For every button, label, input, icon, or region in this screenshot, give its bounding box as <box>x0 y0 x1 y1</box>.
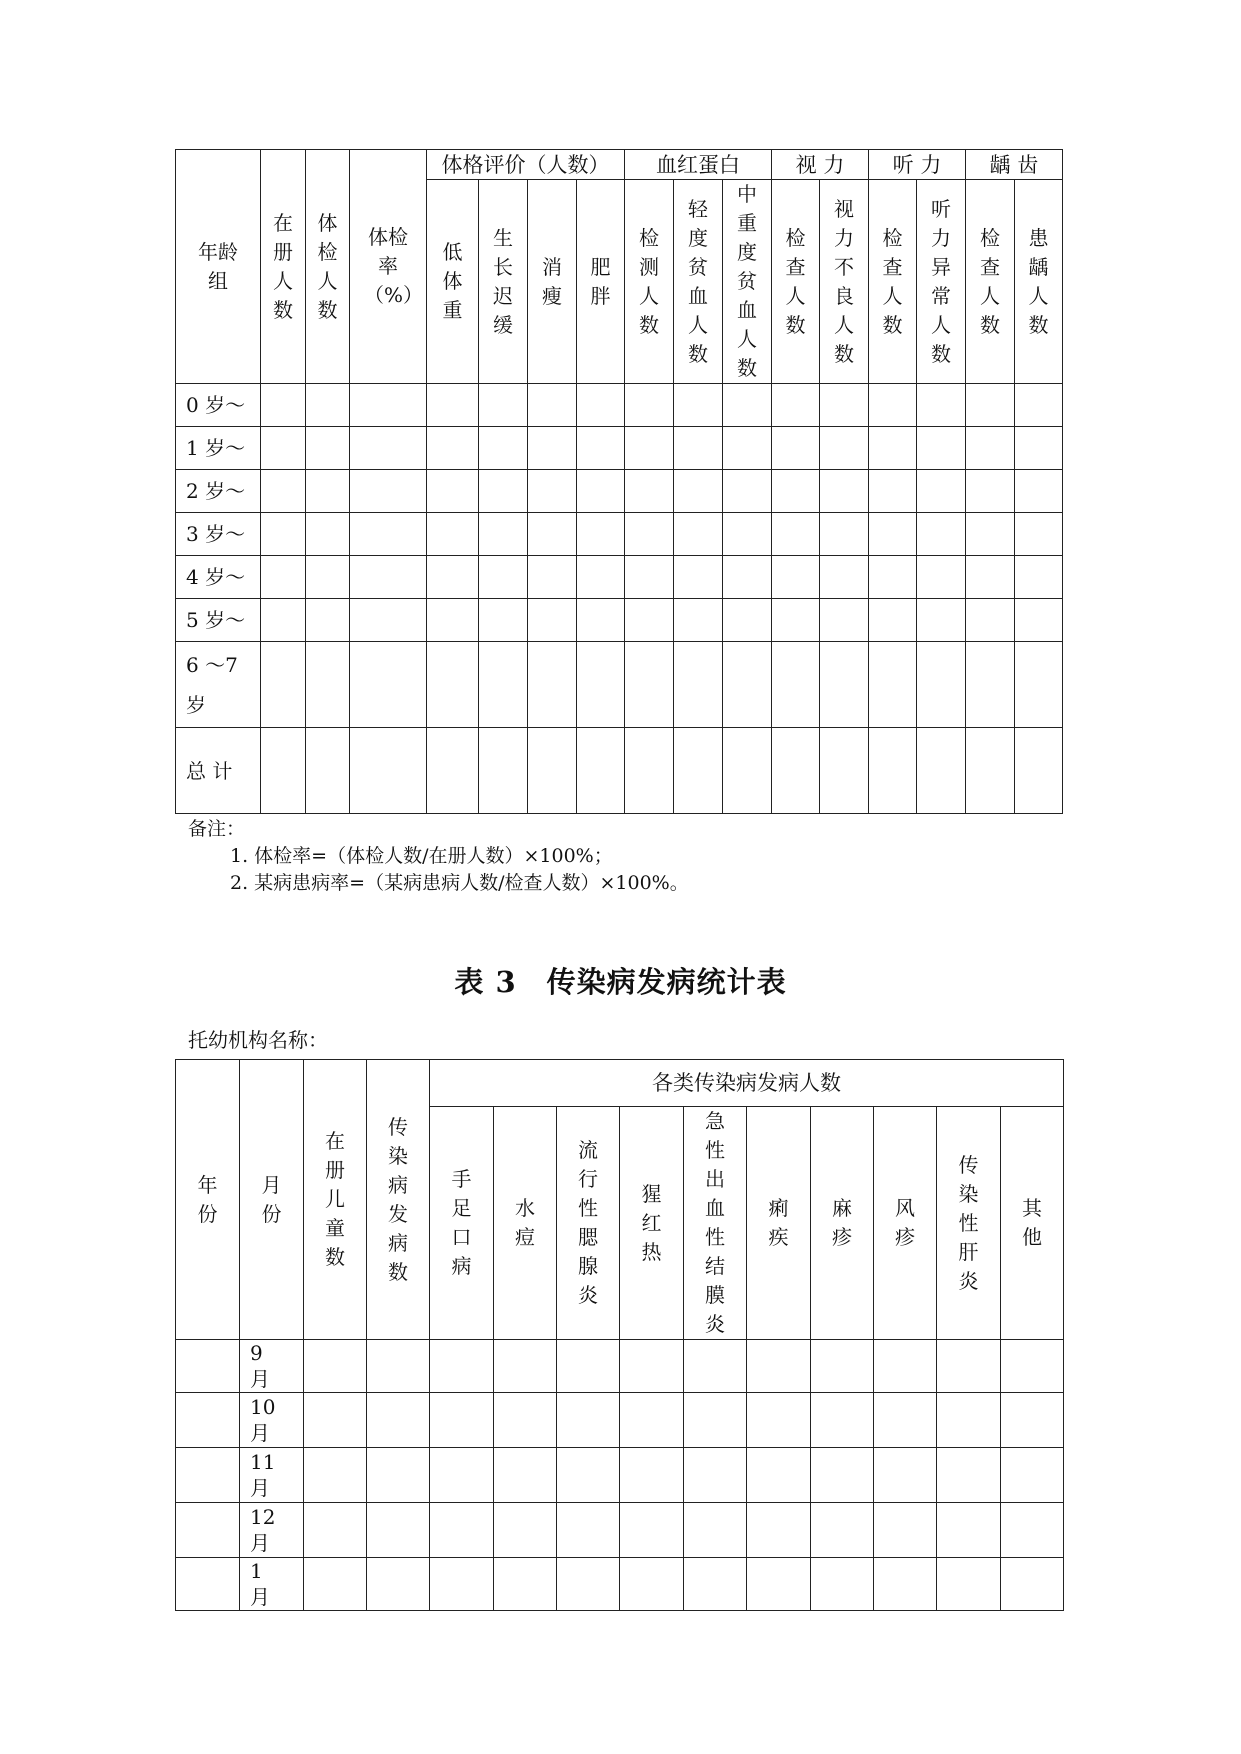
data-cell[interactable] <box>917 642 966 728</box>
table3-title: 表 3 传染病发病统计表 <box>454 965 787 999</box>
mumps-header: 流行性腮腺炎 <box>557 1107 620 1340</box>
data-cell[interactable] <box>528 556 577 599</box>
year-cell[interactable] <box>176 1393 240 1448</box>
data-cell[interactable] <box>528 513 577 556</box>
table-row <box>176 1448 1064 1503</box>
age-group-text: 1 岁～ <box>186 435 246 460</box>
measles-header: 麻疹 <box>811 1107 874 1340</box>
age-group-text: 5 岁～ <box>186 607 246 632</box>
data-cell[interactable] <box>306 728 350 814</box>
data-cell[interactable] <box>350 599 427 642</box>
data-cell[interactable] <box>772 642 820 728</box>
data-cell[interactable] <box>772 470 820 513</box>
month-text: 1月 <box>250 1559 270 1609</box>
data-cell[interactable] <box>966 513 1015 556</box>
data-cell[interactable] <box>261 556 306 599</box>
age-group-label <box>176 599 261 642</box>
data-cell[interactable] <box>966 384 1015 427</box>
data-cell[interactable] <box>772 427 820 470</box>
age-group-label <box>176 728 261 814</box>
data-cell[interactable] <box>577 470 625 513</box>
cases-header: 传染病发病数 <box>367 1060 430 1340</box>
varicella-header: 水痘 <box>494 1107 557 1340</box>
data-cell[interactable] <box>304 1448 367 1503</box>
caries-group-header: 龋 齿 <box>966 150 1063 180</box>
month-label <box>240 1340 304 1393</box>
data-cell[interactable] <box>620 1503 684 1558</box>
data-cell[interactable] <box>811 1393 874 1448</box>
data-cell[interactable] <box>304 1393 367 1448</box>
data-cell[interactable] <box>306 642 350 728</box>
data-cell[interactable] <box>820 470 869 513</box>
data-cell[interactable] <box>1015 728 1063 814</box>
data-cell[interactable] <box>427 513 479 556</box>
data-cell[interactable] <box>494 1558 557 1611</box>
data-cell[interactable] <box>479 513 528 556</box>
data-cell[interactable] <box>874 1393 937 1448</box>
data-cell[interactable] <box>937 1503 1001 1558</box>
data-cell[interactable] <box>684 1448 747 1503</box>
data-cell[interactable] <box>304 1340 367 1393</box>
data-cell[interactable] <box>723 728 772 814</box>
data-cell[interactable] <box>625 513 674 556</box>
data-cell[interactable] <box>937 1448 1001 1503</box>
data-cell[interactable] <box>869 728 917 814</box>
data-cell[interactable] <box>528 470 577 513</box>
notes-label: 备注： <box>188 818 246 840</box>
data-cell[interactable] <box>625 556 674 599</box>
data-cell[interactable] <box>811 1340 874 1393</box>
wasting-header: 消瘦 <box>528 180 577 384</box>
month-text: 10月 <box>250 1395 276 1445</box>
data-cell[interactable] <box>479 642 528 728</box>
data-cell[interactable] <box>577 384 625 427</box>
age-group-label <box>176 427 261 470</box>
data-cell[interactable] <box>557 1503 620 1558</box>
data-cell[interactable] <box>674 513 723 556</box>
data-cell[interactable] <box>577 642 625 728</box>
data-cell[interactable] <box>723 384 772 427</box>
table-row <box>176 642 1063 728</box>
data-cell[interactable] <box>966 427 1015 470</box>
table-row <box>176 513 1063 556</box>
physical-eval-group-header: 体格评价（人数） <box>427 150 625 180</box>
data-cell[interactable] <box>811 1448 874 1503</box>
data-cell[interactable] <box>306 599 350 642</box>
data-cell[interactable] <box>350 728 427 814</box>
vision-group-header: 视 力 <box>772 150 869 180</box>
scarlet-fever-header: 猩红热 <box>620 1107 684 1340</box>
data-cell[interactable] <box>917 470 966 513</box>
hearing-group-header: 听 力 <box>869 150 966 180</box>
rubella-header: 风疹 <box>874 1107 937 1340</box>
data-cell[interactable] <box>966 642 1015 728</box>
table-row <box>176 470 1063 513</box>
data-cell[interactable] <box>917 556 966 599</box>
data-cell[interactable] <box>684 1340 747 1393</box>
data-cell[interactable] <box>772 384 820 427</box>
data-cell[interactable] <box>1001 1503 1064 1558</box>
data-cell[interactable] <box>494 1340 557 1393</box>
data-cell[interactable] <box>674 599 723 642</box>
data-cell[interactable] <box>874 1558 937 1611</box>
data-cell[interactable] <box>820 728 869 814</box>
month-label <box>240 1393 304 1448</box>
exam-rate-header: 体检率（%） <box>350 150 427 384</box>
data-cell[interactable] <box>723 642 772 728</box>
data-cell[interactable] <box>869 642 917 728</box>
data-cell[interactable] <box>820 556 869 599</box>
table-row <box>176 1340 1064 1393</box>
data-cell[interactable] <box>723 556 772 599</box>
vision-checked-header: 检查人数 <box>772 180 820 384</box>
data-cell[interactable] <box>625 642 674 728</box>
institution-name-label: 托幼机构名称： <box>188 1028 328 1052</box>
data-cell[interactable] <box>306 470 350 513</box>
data-cell[interactable] <box>869 513 917 556</box>
poor-vision-header: 视力不良人数 <box>820 180 869 384</box>
data-cell[interactable] <box>528 427 577 470</box>
note-line-1: 1. 体检率=（体检人数/在册人数）×100%； <box>230 845 613 867</box>
data-cell[interactable] <box>674 556 723 599</box>
data-cell[interactable] <box>479 470 528 513</box>
data-cell[interactable] <box>811 1558 874 1611</box>
data-cell[interactable] <box>625 427 674 470</box>
data-cell[interactable] <box>427 470 479 513</box>
month-text: 11月 <box>250 1450 276 1500</box>
data-cell[interactable] <box>427 599 479 642</box>
data-cell[interactable] <box>479 728 528 814</box>
data-cell[interactable] <box>577 556 625 599</box>
data-cell[interactable] <box>494 1448 557 1503</box>
month-label <box>240 1558 304 1611</box>
hepatitis-header: 传染性肝炎 <box>937 1107 1001 1340</box>
data-cell[interactable] <box>528 728 577 814</box>
data-cell[interactable] <box>723 513 772 556</box>
data-cell[interactable] <box>350 470 427 513</box>
data-cell[interactable] <box>1015 599 1063 642</box>
data-cell[interactable] <box>772 728 820 814</box>
data-cell[interactable] <box>494 1393 557 1448</box>
data-cell[interactable] <box>350 642 427 728</box>
year-cell[interactable] <box>176 1503 240 1558</box>
enrolled-children-header: 在册儿童数 <box>304 1060 367 1340</box>
data-cell[interactable] <box>430 1558 494 1611</box>
data-cell[interactable] <box>1015 470 1063 513</box>
data-cell[interactable] <box>350 556 427 599</box>
obesity-header: 肥胖 <box>577 180 625 384</box>
data-cell[interactable] <box>966 599 1015 642</box>
data-cell[interactable] <box>937 1393 1001 1448</box>
table-row <box>176 1393 1064 1448</box>
disease-group-header: 各类传染病发病人数 <box>430 1060 1064 1107</box>
age-group-text: 4 岁～ <box>186 564 246 589</box>
data-cell[interactable] <box>1001 1558 1064 1611</box>
data-cell[interactable] <box>261 642 306 728</box>
data-cell[interactable] <box>1015 556 1063 599</box>
table-row <box>176 599 1063 642</box>
table-row <box>176 384 1063 427</box>
data-cell[interactable] <box>772 556 820 599</box>
data-cell[interactable] <box>747 1340 811 1393</box>
age-group-text: 6 ～7 岁 <box>186 652 238 717</box>
data-cell[interactable] <box>304 1503 367 1558</box>
data-cell[interactable] <box>261 513 306 556</box>
data-cell[interactable] <box>917 599 966 642</box>
data-cell[interactable] <box>874 1340 937 1393</box>
data-cell[interactable] <box>367 1393 430 1448</box>
data-cell[interactable] <box>869 384 917 427</box>
data-cell[interactable] <box>1001 1340 1064 1393</box>
data-cell[interactable] <box>869 556 917 599</box>
data-cell[interactable] <box>306 427 350 470</box>
data-cell[interactable] <box>874 1503 937 1558</box>
data-cell[interactable] <box>350 427 427 470</box>
data-cell[interactable] <box>427 556 479 599</box>
data-cell[interactable] <box>367 1558 430 1611</box>
data-cell[interactable] <box>479 384 528 427</box>
data-cell[interactable] <box>479 427 528 470</box>
data-cell[interactable] <box>427 642 479 728</box>
data-cell[interactable] <box>937 1558 1001 1611</box>
data-cell[interactable] <box>261 470 306 513</box>
data-cell[interactable] <box>625 470 674 513</box>
data-cell[interactable] <box>367 1340 430 1393</box>
data-cell[interactable] <box>557 1448 620 1503</box>
data-cell[interactable] <box>820 599 869 642</box>
age-group-label <box>176 384 261 427</box>
hearing-abnormal-header: 听力异常人数 <box>917 180 966 384</box>
data-cell[interactable] <box>577 513 625 556</box>
data-cell[interactable] <box>577 427 625 470</box>
infectious-disease-table <box>175 1059 1064 1611</box>
hfmd-header: 手足口病 <box>430 1107 494 1340</box>
data-cell[interactable] <box>772 513 820 556</box>
table-row <box>176 556 1063 599</box>
data-cell[interactable] <box>479 599 528 642</box>
age-group-text: 3 岁～ <box>186 521 246 546</box>
table-row <box>176 728 1063 814</box>
data-cell[interactable] <box>306 384 350 427</box>
data-cell[interactable] <box>1001 1393 1064 1448</box>
age-group-text: 0 岁～ <box>186 392 246 417</box>
age-group-header: 年龄组 <box>176 150 261 384</box>
data-cell[interactable] <box>350 384 427 427</box>
data-cell[interactable] <box>1001 1448 1064 1503</box>
data-cell[interactable] <box>625 599 674 642</box>
month-label <box>240 1448 304 1503</box>
caries-patients-header: 患龋人数 <box>1015 180 1063 384</box>
data-cell[interactable] <box>674 427 723 470</box>
year-cell[interactable] <box>176 1448 240 1503</box>
data-cell[interactable] <box>674 384 723 427</box>
data-cell[interactable] <box>723 427 772 470</box>
data-cell[interactable] <box>966 728 1015 814</box>
year-cell[interactable] <box>176 1558 240 1611</box>
data-cell[interactable] <box>917 384 966 427</box>
data-cell[interactable] <box>674 728 723 814</box>
note-line-2: 2. 某病患病率=（某病患病人数/检查人数）×100%。 <box>230 872 689 894</box>
year-cell[interactable] <box>176 1340 240 1393</box>
data-cell[interactable] <box>427 728 479 814</box>
age-group-label <box>176 556 261 599</box>
age-group-label <box>176 513 261 556</box>
data-cell[interactable] <box>577 728 625 814</box>
data-cell[interactable] <box>620 1448 684 1503</box>
data-cell[interactable] <box>261 728 306 814</box>
data-cell[interactable] <box>557 1393 620 1448</box>
data-cell[interactable] <box>261 599 306 642</box>
data-cell[interactable] <box>684 1393 747 1448</box>
data-cell[interactable] <box>937 1340 1001 1393</box>
data-cell[interactable] <box>684 1503 747 1558</box>
data-cell[interactable] <box>625 728 674 814</box>
data-cell[interactable] <box>479 556 528 599</box>
severe-anemia-header: 中重度贫血人数 <box>723 180 772 384</box>
data-cell[interactable] <box>917 728 966 814</box>
data-cell[interactable] <box>306 513 350 556</box>
data-cell[interactable] <box>430 1503 494 1558</box>
data-cell[interactable] <box>1015 384 1063 427</box>
table-row <box>176 1558 1064 1611</box>
age-group-text: 总 计 <box>186 758 233 783</box>
hearing-checked-header: 检查人数 <box>869 180 917 384</box>
data-cell[interactable] <box>261 427 306 470</box>
data-cell[interactable] <box>620 1558 684 1611</box>
data-cell[interactable] <box>620 1393 684 1448</box>
enrolled-header: 在册人数 <box>261 150 306 384</box>
hemoglobin-group-header: 血红蛋白 <box>625 150 772 180</box>
month-label <box>240 1503 304 1558</box>
data-cell[interactable] <box>674 642 723 728</box>
data-cell[interactable] <box>874 1448 937 1503</box>
data-cell[interactable] <box>430 1340 494 1393</box>
data-cell[interactable] <box>747 1393 811 1448</box>
data-cell[interactable] <box>528 599 577 642</box>
data-cell[interactable] <box>820 384 869 427</box>
month-text: 9月 <box>250 1341 270 1391</box>
data-cell[interactable] <box>557 1558 620 1611</box>
data-cell[interactable] <box>811 1503 874 1558</box>
data-cell[interactable] <box>430 1393 494 1448</box>
data-cell[interactable] <box>747 1558 811 1611</box>
data-cell[interactable] <box>820 513 869 556</box>
data-cell[interactable] <box>367 1448 430 1503</box>
data-cell[interactable] <box>494 1503 557 1558</box>
data-cell[interactable] <box>966 556 1015 599</box>
data-cell[interactable] <box>261 384 306 427</box>
underweight-header: 低体重 <box>427 180 479 384</box>
stunting-header: 生长迟缓 <box>479 180 528 384</box>
data-cell[interactable] <box>674 470 723 513</box>
data-cell[interactable] <box>557 1340 620 1393</box>
data-cell[interactable] <box>620 1340 684 1393</box>
data-cell[interactable] <box>966 470 1015 513</box>
age-group-label <box>176 470 261 513</box>
health-exam-table <box>175 149 1063 814</box>
data-cell[interactable] <box>723 599 772 642</box>
data-cell[interactable] <box>577 599 625 642</box>
data-cell[interactable] <box>820 642 869 728</box>
data-cell[interactable] <box>304 1558 367 1611</box>
data-cell[interactable] <box>917 427 966 470</box>
data-cell[interactable] <box>625 384 674 427</box>
dysentery-header: 痢疾 <box>747 1107 811 1340</box>
data-cell[interactable] <box>528 642 577 728</box>
conjunctivitis-header: 急性出血性结膜炎 <box>684 1107 747 1340</box>
data-cell[interactable] <box>869 470 917 513</box>
data-cell[interactable] <box>684 1558 747 1611</box>
data-cell[interactable] <box>869 599 917 642</box>
examined-header: 体检人数 <box>306 150 350 384</box>
data-cell[interactable] <box>1015 642 1063 728</box>
data-cell[interactable] <box>350 513 427 556</box>
data-cell[interactable] <box>528 384 577 427</box>
data-cell[interactable] <box>367 1503 430 1558</box>
data-cell[interactable] <box>820 427 869 470</box>
month-text: 12月 <box>250 1505 276 1555</box>
table-row <box>176 1503 1064 1558</box>
data-cell[interactable] <box>306 556 350 599</box>
year-header: 年份 <box>176 1060 240 1340</box>
data-cell[interactable] <box>427 427 479 470</box>
data-cell[interactable] <box>723 470 772 513</box>
data-cell[interactable] <box>772 599 820 642</box>
data-cell[interactable] <box>1015 513 1063 556</box>
data-cell[interactable] <box>917 513 966 556</box>
other-header: 其他 <box>1001 1107 1064 1340</box>
data-cell[interactable] <box>747 1448 811 1503</box>
age-group-text: 2 岁～ <box>186 478 246 503</box>
month-header: 月份 <box>240 1060 304 1340</box>
mild-anemia-header: 轻度贫血人数 <box>674 180 723 384</box>
hb-tested-header: 检测人数 <box>625 180 674 384</box>
data-cell[interactable] <box>1015 427 1063 470</box>
caries-checked-header: 检查人数 <box>966 180 1015 384</box>
data-cell[interactable] <box>430 1448 494 1503</box>
table-row <box>176 427 1063 470</box>
data-cell[interactable] <box>427 384 479 427</box>
data-cell[interactable] <box>869 427 917 470</box>
age-group-label <box>176 642 261 728</box>
data-cell[interactable] <box>747 1503 811 1558</box>
